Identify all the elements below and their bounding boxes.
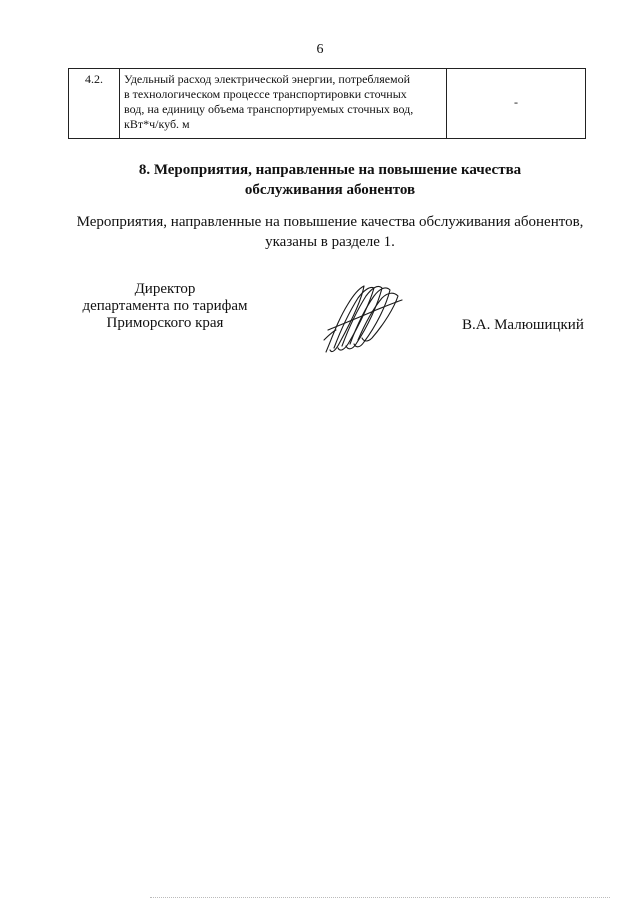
- indicator-name-line: вод, на единицу объема транспортируемых сточных вод,: [124, 102, 414, 116]
- section-heading: [60, 160, 600, 200]
- section-heading-line: обслуживания абонентов: [244, 182, 416, 198]
- row-number-cell: 4.2.: [69, 69, 120, 139]
- page-number: 6: [316, 42, 324, 57]
- table-row: [69, 69, 586, 139]
- indicator-name-line: в технологическом процессе транспортировки сточных: [124, 87, 407, 101]
- footer-divider: [150, 897, 610, 898]
- indicator-name-line: Удельный расход электрической энергии, потребляемой: [124, 72, 411, 86]
- indicator-table: [68, 68, 586, 139]
- indicator-name-cell: [120, 69, 447, 139]
- signatory-title-line: Приморского края: [106, 315, 224, 331]
- signatory-title-line: Директор: [134, 281, 196, 297]
- signatory-title-line: департамента по тарифам: [82, 298, 248, 314]
- section-body: [50, 212, 610, 252]
- signatory-name: В.А. Малюшицкий: [462, 317, 584, 333]
- signatory-title: [60, 281, 270, 332]
- indicator-value-cell: -: [447, 69, 586, 139]
- handwritten-signature: [318, 280, 408, 360]
- section-body-line: указаны в разделе 1.: [265, 234, 395, 250]
- indicator-name-line: кВт*ч/куб. м: [124, 117, 190, 131]
- section-heading-line: 8. Мероприятия, направленные на повышение качества: [138, 162, 522, 178]
- section-body-line: Мероприятия, направленные на повышение качества обслуживания абонентов,: [76, 214, 584, 230]
